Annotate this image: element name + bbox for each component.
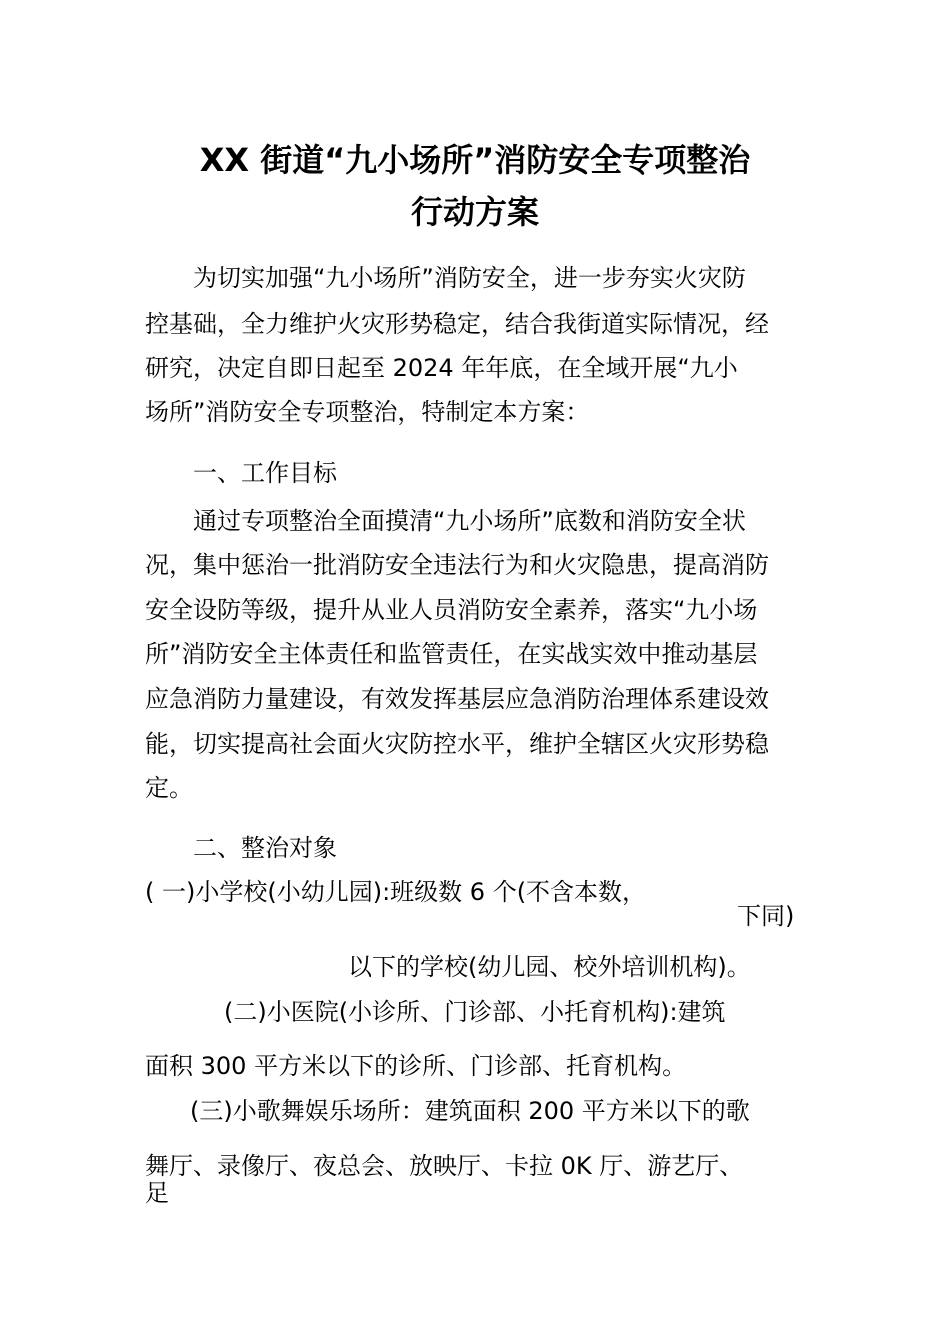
intro-line: 为切实加强“九小场所”消防安全，进一步夯实火灾防: [193, 264, 746, 292]
intro-line: 控基础，全力维护火灾形势稳定，结合我街道实际情况，经: [145, 310, 769, 338]
section-1-line: 应急消防力量建设，有效发挥基层应急消防治理体系建设效: [145, 685, 769, 713]
document-title-line-2: 行动方案: [410, 193, 539, 231]
document-title-line-1: XX 街道“九小场所”消防安全专项整治: [199, 141, 751, 179]
intro-line: 场所”消防安全专项整治，特制定本方案：: [145, 398, 590, 426]
item-2-line-1: (二)小医院(小诊所、门诊部、小托育机构):建筑: [224, 998, 726, 1026]
item-1-line-2: 以下的学校(幼儿园、校外培训机构)。: [348, 953, 751, 981]
item-3-line-1: (三)小歌舞娱乐场所：建筑面积 200 平方米以下的歌: [190, 1097, 750, 1125]
section-1-line: 通过专项整治全面摸清“九小场所”底数和消防安全状: [193, 507, 746, 535]
section-1-line: 况，集中惩治一批消防安全违法行为和火灾隐患，提高消防: [145, 551, 769, 579]
section-1-heading: 一、工作目标: [193, 459, 337, 487]
section-2-heading: 二、整治对象: [193, 834, 337, 862]
section-1-line: 安全设防等级，提升从业人员消防安全素养，落实“九小场: [145, 596, 758, 624]
section-1-line: 能，切实提高社会面火灾防控水平，维护全辖区火灾形势稳: [145, 730, 769, 758]
item-1-line-1-tail: 下同): [737, 902, 795, 930]
item-1-line-1: ( 一)小学校(小幼儿园):班级数 6 个(不含本数，: [145, 878, 647, 906]
section-1-line: 定。: [145, 774, 193, 802]
item-2-line-2: 面积 300 平方米以下的诊所、门诊部、托育机构。: [145, 1052, 687, 1080]
section-1-line: 所”消防安全主体责任和监管责任，在实战实效中推动基层: [145, 640, 758, 668]
item-3-line-3: 足: [145, 1179, 169, 1207]
intro-line: 研究，决定自即日起至 2024 年年底，在全域开展“九小: [145, 354, 738, 382]
item-3-line-2: 舞厅、录像厅、夜总会、放映厅、卡拉 0K 厅、游艺厅、: [145, 1152, 744, 1180]
